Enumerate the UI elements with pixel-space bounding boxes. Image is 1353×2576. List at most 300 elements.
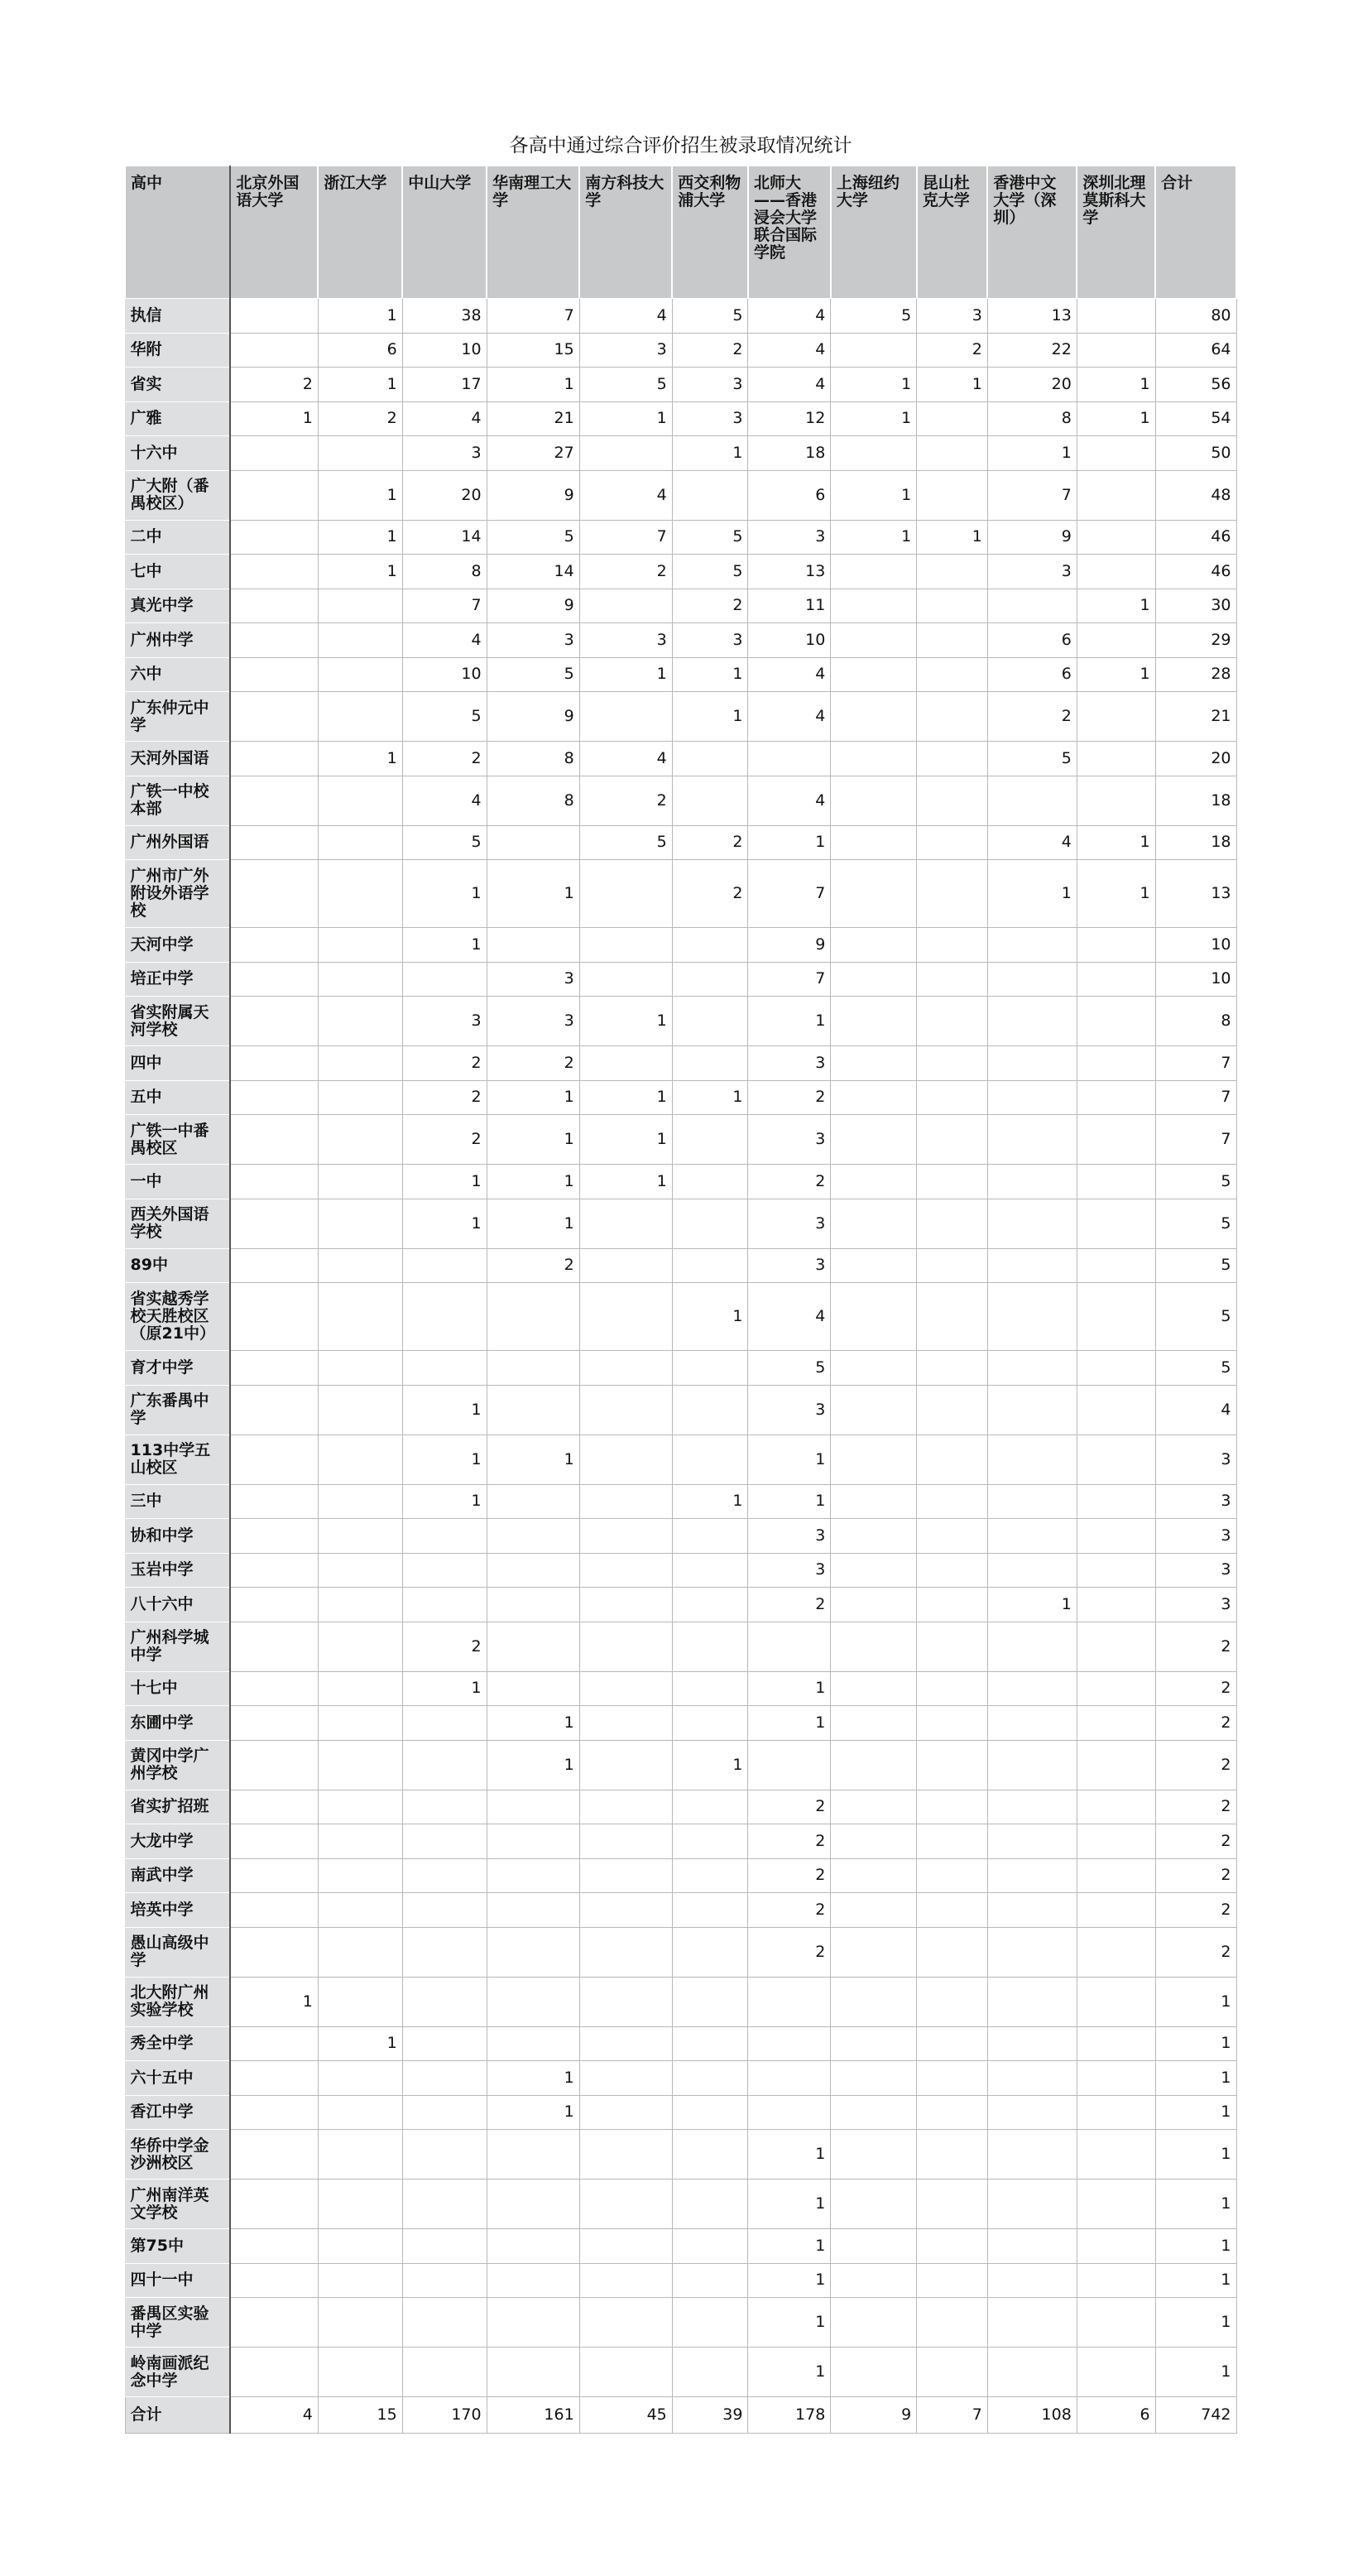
school-name: 北大附广州实验学校 — [125, 1977, 230, 2026]
table-cell: 1 — [487, 1199, 579, 1248]
table-cell: 14 — [402, 520, 487, 555]
table-cell — [1077, 2348, 1155, 2397]
table-cell: 1 — [987, 860, 1077, 928]
table-cell: 13 — [1155, 860, 1236, 928]
table-cell — [487, 1977, 579, 2026]
table-cell: 1 — [1077, 860, 1155, 928]
table-cell — [831, 1385, 917, 1435]
table-cell — [748, 742, 831, 776]
school-name: 七中 — [125, 555, 230, 589]
table-cell — [672, 1385, 748, 1435]
table-cell: 1 — [748, 1435, 831, 1484]
table-cell: 1 — [748, 2130, 831, 2180]
table-cell: 1 — [318, 520, 402, 555]
table-cell — [402, 2229, 487, 2264]
table-cell — [987, 2130, 1077, 2180]
table-cell — [917, 1165, 988, 1199]
table-cell — [831, 1046, 917, 1081]
table-cell — [917, 1977, 988, 2026]
school-name: 天河外国语 — [125, 742, 230, 776]
table-cell — [318, 1115, 402, 1165]
table-cell: 5 — [402, 825, 487, 860]
table-cell — [748, 1977, 831, 2026]
total-cell: 7 — [917, 2397, 988, 2434]
school-name: 天河中学 — [125, 928, 230, 963]
table-cell — [917, 1671, 988, 1706]
table-cell: 1 — [579, 1080, 672, 1115]
table-cell — [831, 2298, 917, 2348]
table-cell: 5 — [1155, 1199, 1236, 1248]
table-cell: 1 — [487, 1740, 579, 1790]
table-cell — [987, 2061, 1077, 2096]
table-cell: 7 — [748, 860, 831, 928]
table-cell — [987, 1824, 1077, 1859]
table-row — [125, 1927, 1236, 1977]
table-cell — [318, 1080, 402, 1115]
table-cell — [318, 2130, 402, 2180]
table-cell — [230, 1435, 318, 1484]
table-cell — [579, 1977, 672, 2026]
table-cell — [579, 2180, 672, 2229]
table-cell — [917, 860, 988, 928]
table-row — [125, 1046, 1236, 1081]
table-row — [125, 299, 1236, 334]
table-cell — [230, 1927, 318, 1977]
table-cell — [917, 1115, 988, 1165]
table-cell — [831, 1351, 917, 1386]
table-cell — [579, 1351, 672, 1386]
school-name: 广雅 — [125, 401, 230, 436]
table-cell — [672, 2026, 748, 2061]
table-cell: 1 — [318, 742, 402, 776]
table-cell — [1077, 299, 1155, 334]
table-cell — [318, 860, 402, 928]
table-cell: 64 — [1155, 333, 1236, 368]
table-cell — [987, 1046, 1077, 1081]
table-cell: 5 — [402, 692, 487, 742]
table-cell — [672, 1927, 748, 1977]
table-cell — [318, 1248, 402, 1283]
table-cell — [318, 1740, 402, 1790]
table-cell: 14 — [487, 555, 579, 589]
table-cell — [748, 2026, 831, 2061]
school-name: 大龙中学 — [125, 1824, 230, 1859]
table-cell: 18 — [1155, 776, 1236, 825]
column-header: 香港中文大学（深圳） — [987, 166, 1077, 299]
table-row — [125, 692, 1236, 742]
table-cell — [318, 589, 402, 623]
table-cell — [672, 1622, 748, 1671]
table-cell — [487, 1519, 579, 1554]
table-cell: 2 — [748, 1790, 831, 1824]
table-cell: 17 — [402, 368, 487, 402]
table-cell — [318, 657, 402, 692]
table-cell: 1 — [1155, 2061, 1236, 2096]
table-cell — [487, 1351, 579, 1386]
table-cell — [487, 2180, 579, 2229]
table-cell: 1 — [831, 470, 917, 520]
school-name: 四中 — [125, 1046, 230, 1081]
table-cell — [917, 623, 988, 658]
table-row — [125, 2348, 1236, 2397]
table-row — [125, 1671, 1236, 1706]
table-cell — [831, 1893, 917, 1928]
table-cell — [402, 2061, 487, 2096]
table-cell: 8 — [487, 742, 579, 776]
table-cell — [987, 2298, 1077, 2348]
table-cell — [318, 928, 402, 963]
table-cell — [1077, 2061, 1155, 2096]
table-cell — [230, 1283, 318, 1351]
school-name: 南武中学 — [125, 1858, 230, 1893]
header-row — [125, 166, 1236, 299]
table-cell — [831, 1790, 917, 1824]
table-cell — [318, 1588, 402, 1622]
table-row — [125, 1080, 1236, 1115]
table-cell: 13 — [748, 555, 831, 589]
table-cell: 1 — [917, 368, 988, 402]
table-cell: 1 — [1155, 2298, 1236, 2348]
table-cell — [917, 1706, 988, 1741]
table-cell — [230, 555, 318, 589]
table-cell — [487, 2298, 579, 2348]
table-cell: 1 — [748, 1706, 831, 1741]
table-cell: 4 — [748, 368, 831, 402]
table-cell — [318, 1199, 402, 1248]
table-row — [125, 1790, 1236, 1824]
table-cell: 1 — [402, 860, 487, 928]
table-cell: 4 — [748, 657, 831, 692]
table-row — [125, 2229, 1236, 2264]
table-cell — [318, 1977, 402, 2026]
table-cell — [487, 1893, 579, 1928]
table-cell: 2 — [1155, 1927, 1236, 1977]
table-cell — [672, 1115, 748, 1165]
table-cell — [230, 2180, 318, 2229]
table-cell — [672, 1858, 748, 1893]
table-cell — [672, 1553, 748, 1588]
school-name: 协和中学 — [125, 1519, 230, 1554]
table-cell: 54 — [1155, 401, 1236, 436]
table-cell — [230, 1740, 318, 1790]
table-cell — [402, 962, 487, 997]
table-cell — [318, 436, 402, 471]
table-cell — [672, 997, 748, 1046]
table-cell — [917, 1824, 988, 1859]
table-cell — [230, 2061, 318, 2096]
table-cell — [987, 2180, 1077, 2229]
table-cell — [831, 1484, 917, 1519]
table-cell — [318, 692, 402, 742]
table-cell: 2 — [1155, 1893, 1236, 1928]
table-cell: 2 — [487, 1046, 579, 1081]
table-cell: 2 — [402, 742, 487, 776]
table-cell: 20 — [402, 470, 487, 520]
table-cell: 1 — [579, 997, 672, 1046]
table-cell — [487, 1671, 579, 1706]
table-cell: 18 — [748, 436, 831, 471]
table-cell — [672, 2095, 748, 2130]
table-cell — [487, 1858, 579, 1893]
table-cell — [230, 1385, 318, 1435]
total-cell: 161 — [487, 2397, 579, 2434]
table-cell — [987, 2263, 1077, 2298]
table-cell — [1077, 1588, 1155, 1622]
table-cell: 1 — [672, 1740, 748, 1790]
total-cell: 170 — [402, 2397, 487, 2434]
table-cell: 3 — [487, 962, 579, 997]
table-row — [125, 1385, 1236, 1435]
table-cell — [672, 928, 748, 963]
table-cell — [318, 1553, 402, 1588]
table-cell — [230, 623, 318, 658]
table-cell — [230, 1519, 318, 1554]
table-cell — [579, 1484, 672, 1519]
table-cell — [318, 1435, 402, 1484]
table-cell — [831, 436, 917, 471]
table-cell — [230, 1248, 318, 1283]
table-cell — [402, 1588, 487, 1622]
table-cell — [402, 1977, 487, 2026]
table-cell: 21 — [487, 401, 579, 436]
table-cell — [831, 1199, 917, 1248]
table-cell — [318, 1790, 402, 1824]
table-row — [125, 436, 1236, 471]
table-cell — [579, 436, 672, 471]
table-cell: 1 — [230, 401, 318, 436]
table-cell — [579, 1740, 672, 1790]
table-cell: 1 — [748, 2229, 831, 2264]
table-cell: 1 — [987, 1588, 1077, 1622]
table-cell — [318, 1893, 402, 1928]
table-cell — [579, 1435, 672, 1484]
table-cell: 3 — [748, 1519, 831, 1554]
table-cell — [487, 1790, 579, 1824]
table-cell: 3 — [748, 520, 831, 555]
school-name: 省实附属天河学校 — [125, 997, 230, 1046]
table-cell — [672, 1351, 748, 1386]
table-cell — [579, 692, 672, 742]
table-cell — [402, 1824, 487, 1859]
page-title: 各高中通过综合评价招生被录取情况统计 — [509, 135, 852, 156]
table-cell — [487, 2263, 579, 2298]
table-cell: 3 — [748, 1553, 831, 1588]
table-cell — [1077, 1519, 1155, 1554]
school-name: 五中 — [125, 1080, 230, 1115]
table-cell: 3 — [579, 623, 672, 658]
table-cell: 2 — [402, 1115, 487, 1165]
total-row — [125, 2397, 1236, 2434]
table-cell: 3 — [487, 997, 579, 1046]
table-cell — [1077, 1824, 1155, 1859]
table-cell — [318, 1622, 402, 1671]
table-cell: 4 — [402, 776, 487, 825]
table-cell — [672, 1248, 748, 1283]
table-cell: 2 — [748, 1588, 831, 1622]
table-cell — [1077, 1248, 1155, 1283]
table-cell: 1 — [487, 1080, 579, 1115]
table-cell — [987, 1385, 1077, 1435]
table-cell: 2 — [748, 1824, 831, 1859]
table-cell: 1 — [672, 1283, 748, 1351]
table-cell: 7 — [1155, 1080, 1236, 1115]
table-cell: 5 — [672, 299, 748, 334]
table-cell — [318, 1519, 402, 1554]
table-cell: 1 — [318, 470, 402, 520]
table-row — [125, 1248, 1236, 1283]
table-cell: 5 — [579, 368, 672, 402]
table-footer — [125, 2397, 1236, 2434]
table-cell — [672, 1893, 748, 1928]
column-header: 浙江大学 — [318, 166, 402, 299]
table-cell: 9 — [987, 520, 1077, 555]
table-cell — [318, 825, 402, 860]
table-row — [125, 1199, 1236, 1248]
total-cell: 15 — [318, 2397, 402, 2434]
table-row — [125, 2298, 1236, 2348]
table-cell: 1 — [672, 436, 748, 471]
table-cell: 1 — [1155, 2026, 1236, 2061]
table-cell — [230, 2348, 318, 2397]
table-cell — [579, 2061, 672, 2096]
table-cell — [987, 589, 1077, 623]
table-cell: 10 — [1155, 962, 1236, 997]
table-cell — [987, 2348, 1077, 2397]
table-cell — [1077, 2130, 1155, 2180]
table-cell: 5 — [987, 742, 1077, 776]
table-cell — [230, 1671, 318, 1706]
table-cell: 1 — [487, 1435, 579, 1484]
table-cell: 3 — [672, 401, 748, 436]
table-row — [125, 1435, 1236, 1484]
table-cell — [318, 1824, 402, 1859]
table-cell: 5 — [487, 520, 579, 555]
table-cell — [318, 1165, 402, 1199]
table-cell — [1077, 555, 1155, 589]
table-cell — [831, 860, 917, 928]
column-header: 北京外国语大学 — [230, 166, 318, 299]
table-cell: 3 — [748, 1115, 831, 1165]
table-cell — [579, 1519, 672, 1554]
table-cell: 1 — [402, 1199, 487, 1248]
table-cell: 1 — [487, 2061, 579, 2096]
table-cell — [402, 2130, 487, 2180]
table-cell: 80 — [1155, 299, 1236, 334]
table-cell — [917, 2348, 988, 2397]
table-cell — [230, 470, 318, 520]
table-cell: 1 — [579, 401, 672, 436]
table-cell: 50 — [1155, 436, 1236, 471]
table-cell: 2 — [1155, 1706, 1236, 1741]
table-row — [125, 1351, 1236, 1386]
table-cell: 1 — [748, 1671, 831, 1706]
table-cell — [1077, 776, 1155, 825]
table-cell: 1 — [402, 1165, 487, 1199]
table-cell: 10 — [748, 623, 831, 658]
table-cell — [579, 1824, 672, 1859]
school-name: 十七中 — [125, 1671, 230, 1706]
table-cell — [831, 2095, 917, 2130]
table-row — [125, 1484, 1236, 1519]
table-cell — [831, 1248, 917, 1283]
table-cell — [1077, 1283, 1155, 1351]
table-row — [125, 368, 1236, 402]
table-cell — [672, 2229, 748, 2264]
table-cell — [318, 2298, 402, 2348]
table-row — [125, 401, 1236, 436]
school-name: 一中 — [125, 1165, 230, 1199]
table-cell: 3 — [1155, 1484, 1236, 1519]
table-cell — [318, 1927, 402, 1977]
table-cell: 1 — [402, 1435, 487, 1484]
table-cell — [987, 1248, 1077, 1283]
table-cell — [987, 962, 1077, 997]
table-cell — [1077, 2095, 1155, 2130]
table-row — [125, 1588, 1236, 1622]
table-cell: 1 — [1155, 2263, 1236, 2298]
table-cell: 5 — [579, 825, 672, 860]
table-cell: 46 — [1155, 555, 1236, 589]
table-cell — [672, 1519, 748, 1554]
table-row — [125, 1824, 1236, 1859]
table-cell: 8 — [402, 555, 487, 589]
table-cell: 1 — [748, 2298, 831, 2348]
table-cell — [579, 2229, 672, 2264]
table-cell — [987, 1484, 1077, 1519]
table-cell — [831, 2061, 917, 2096]
table-cell — [1077, 2298, 1155, 2348]
table-cell: 9 — [487, 470, 579, 520]
table-cell — [402, 2180, 487, 2229]
table-cell — [318, 2095, 402, 2130]
column-header: 西交利物浦大学 — [672, 166, 748, 299]
table-cell — [831, 692, 917, 742]
column-header: 中山大学 — [402, 166, 487, 299]
table-cell — [487, 1385, 579, 1435]
table-cell — [1077, 1199, 1155, 1248]
table-cell: 2 — [1155, 1824, 1236, 1859]
table-cell: 2 — [917, 333, 988, 368]
table-cell: 21 — [1155, 692, 1236, 742]
school-name: 十六中 — [125, 436, 230, 471]
table-cell — [1077, 997, 1155, 1046]
table-cell: 3 — [1155, 1519, 1236, 1554]
table-cell: 2 — [748, 1858, 831, 1893]
table-cell: 6 — [987, 623, 1077, 658]
table-cell — [831, 1165, 917, 1199]
table-cell: 1 — [487, 1706, 579, 1741]
table-cell — [917, 470, 988, 520]
table-cell: 1 — [487, 1115, 579, 1165]
table-row — [125, 1283, 1236, 1351]
table-cell: 7 — [987, 470, 1077, 520]
table-cell — [230, 860, 318, 928]
table-cell — [487, 1824, 579, 1859]
table-cell: 2 — [318, 401, 402, 436]
table-cell — [987, 1858, 1077, 1893]
table-cell: 1 — [1077, 657, 1155, 692]
table-cell — [230, 2298, 318, 2348]
table-cell: 56 — [1155, 368, 1236, 402]
table-cell — [987, 1893, 1077, 1928]
table-row — [125, 1519, 1236, 1554]
table-cell: 9 — [748, 928, 831, 963]
table-cell — [402, 1858, 487, 1893]
table-cell — [318, 2263, 402, 2298]
table-cell — [831, 657, 917, 692]
total-label: 合计 — [125, 2397, 230, 2434]
school-name: 六中 — [125, 657, 230, 692]
